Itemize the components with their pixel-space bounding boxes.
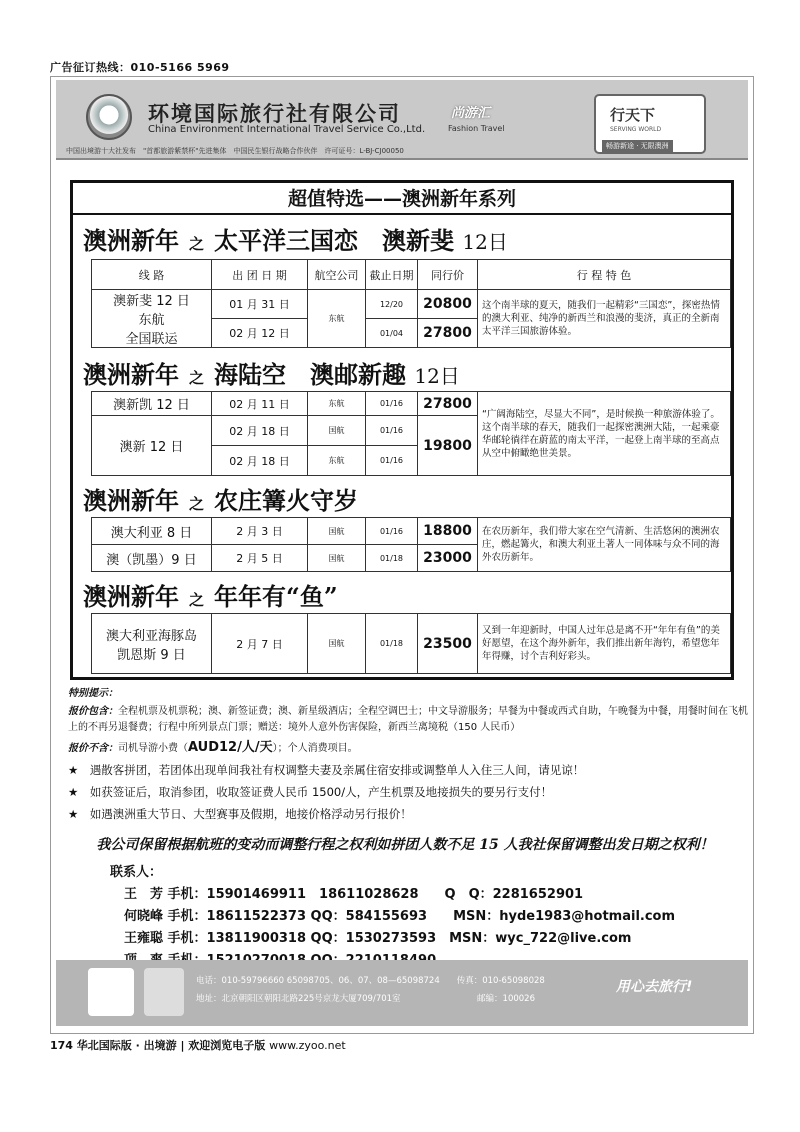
- price-cell: 27800: [418, 319, 478, 348]
- route-line: 全国联运: [125, 332, 178, 347]
- notice-item: [68, 759, 748, 781]
- serving-world-title: 行天下: [610, 106, 656, 124]
- serving-world-sub: SERVING WORLD: [610, 126, 662, 133]
- contacts-block: [110, 862, 675, 972]
- price-cell: 23500: [418, 614, 478, 674]
- section-days: 12日: [462, 230, 508, 254]
- cutoff-cell: 01/18: [366, 614, 418, 674]
- rights-banner: 我公司保留根据航班的变动而调整行程之权利如拼团人数不足 15 人我社保留调整出发日期之权利！: [96, 837, 714, 853]
- partner-logo-icon: [88, 968, 134, 1016]
- table-route-4: [91, 613, 731, 674]
- airline-cell: 东航: [308, 290, 366, 348]
- section-prefix: 澳洲新年: [83, 226, 179, 255]
- exclude-label: 报价不含：: [68, 743, 118, 754]
- route-line: 澳大利亚海豚岛: [105, 628, 197, 644]
- table-route-3: [91, 517, 731, 572]
- cutoff-cell: 01/16: [366, 392, 418, 416]
- notice-item: [68, 781, 748, 803]
- notice-text: 遇散客拼团，若团体出现单间我社有权调整夫妻及亲属住宿安排或调整单人入住三人间，请见谅！: [89, 763, 585, 777]
- route-cell: 澳新凯 12 日: [92, 392, 212, 416]
- header-credentials: 中国出境游十大社发布 "首都旅游紫禁杯"先进集体 中国民生银行战略合作伙伴 许可证号：L-BJ-CJ00050: [66, 147, 404, 155]
- airline-cell: 东航: [308, 392, 366, 416]
- price-cell: 20800: [418, 290, 478, 319]
- footer-address: 地址：北京朝阳区朝阳北路225号京龙大厦709/701室 邮编：100026: [196, 994, 535, 1004]
- section-name: 海陆空 澳邮新趣: [214, 360, 407, 389]
- notice-text: 如遇澳洲重大节日、大型赛事及假期，地接价格浮动另行报价！: [89, 807, 412, 821]
- route-cell: [92, 614, 212, 674]
- section-name: 太平洋三国恋 澳新斐: [214, 226, 455, 255]
- serving-world-foot: 畅游新途 · 无限澳洲: [602, 140, 673, 152]
- star-icon: ★: [68, 807, 79, 821]
- section-zhi: 之: [189, 235, 205, 253]
- company-name-en: China Environment International Travel Service Co.,Ltd.: [148, 124, 426, 135]
- price-cell: 27800: [418, 392, 478, 416]
- date-cell: 2 月 5 日: [212, 545, 308, 572]
- section-prefix: 澳洲新年: [83, 360, 179, 389]
- page-footer: [50, 1037, 346, 1053]
- contact-row: 何晓峰 手机：18611522373 QQ：584155693 MSN：hyde1983@hotmail.com: [124, 909, 676, 924]
- airline-cell: 国航: [308, 518, 366, 545]
- company-name-cn: 环境国际旅行社有限公司: [148, 102, 401, 126]
- date-cell: 2 月 7 日: [212, 614, 308, 674]
- special-label: 特别提示：: [68, 688, 118, 699]
- route-cell: [92, 290, 212, 348]
- section-name: 年年有“鱼”: [214, 582, 338, 611]
- fashion-travel-logo: 尚游汇: [451, 106, 491, 121]
- airline-cell: 国航: [308, 416, 366, 446]
- notice-item: [68, 803, 748, 825]
- header-date: 出 团 日 期: [212, 260, 308, 290]
- ad-hotline: 广告征订热线：010-5166 5969: [50, 61, 230, 74]
- header-airline: 航空公司: [308, 260, 366, 290]
- exclude-text-end: ）；个人消费项目。: [272, 743, 358, 754]
- header-route: 线 路: [92, 260, 212, 290]
- route-cell: 澳新 12 日: [92, 416, 212, 476]
- contacts-label: 联系人：: [110, 865, 163, 880]
- airline-cell: 国航: [308, 614, 366, 674]
- section-zhi: 之: [189, 369, 205, 387]
- section-title-3: [73, 481, 731, 516]
- cutoff-cell: 01/04: [366, 319, 418, 348]
- cutoff-cell: 01/16: [366, 518, 418, 545]
- header-feature: 行 程 特 色: [478, 260, 731, 290]
- price-cell: 18800: [418, 518, 478, 545]
- partner-logo-2-icon: [144, 968, 184, 1016]
- feature-cell: 这个南半球的夏天，随我们一起精彩“三国恋”，探密热情的澳大利亚、纯净的新西兰和浪漫的斐济，真正的全新南太平洋三国旅游体验。: [478, 290, 731, 348]
- section-days: 12日: [414, 364, 460, 388]
- offers-box: [70, 180, 734, 680]
- header-cutoff: 截止日期: [366, 260, 418, 290]
- include-label: 报价包含：: [68, 706, 118, 717]
- table-route-1: [91, 259, 731, 348]
- exclude-text: 司机导游小费（: [118, 743, 188, 754]
- section-title-2: [73, 355, 731, 390]
- date-cell: 02 月 11 日: [212, 392, 308, 416]
- route-line: 澳新斐 12 日: [113, 294, 190, 309]
- contact-row: 王雍聪 手机：13811900318 QQ：1530273593 MSN：wyc_722@live.com: [124, 931, 632, 946]
- feature-cell: 又到一年迎新时，中国人过年总是离不开“年年有鱼”的美好愿望，在这个海外新年，我们推出新年海钓，希望您年年得赚，讨个吉利好彩头。: [478, 614, 731, 674]
- fashion-travel-en: Fashion Travel: [448, 124, 505, 133]
- date-cell: 02 月 12 日: [212, 319, 308, 348]
- date-cell: 2 月 3 日: [212, 518, 308, 545]
- cutoff-cell: 12/20: [366, 290, 418, 319]
- footer-phone: 电话：010-59796660 65098705、06、07、08—65098724 传真：010-65098028: [196, 976, 545, 986]
- price-cell: 19800: [418, 416, 478, 476]
- section-title-1: [73, 221, 731, 256]
- section-zhi: 之: [189, 591, 205, 609]
- cutoff-cell: 01/16: [366, 416, 418, 446]
- header-price: 同行价: [418, 260, 478, 290]
- route-cell: 澳（凯墨）9 日: [92, 545, 212, 572]
- date-cell: 01 月 31 日: [212, 290, 308, 319]
- section-title-4: [73, 577, 731, 612]
- route-line: 凯恩斯 9 日: [117, 647, 186, 663]
- notice-text: 如获签证后，取消参团，收取签证费人民币 1500/人，产生机票及地接损失的要另行支付！: [89, 785, 553, 799]
- feature-cell: 在农历新年，我们带大家在空气清新、生活悠闲的澳洲农庄，燃起篝火，和澳大利亚土著人一同体味与众不同的海外农历新年。: [478, 518, 731, 572]
- section-prefix: 澳洲新年: [83, 582, 179, 611]
- footer-bar: [56, 960, 748, 1026]
- company-emblem-icon: [86, 94, 132, 140]
- cutoff-cell: 01/16: [366, 446, 418, 476]
- airline-cell: 国航: [308, 545, 366, 572]
- contact-row: 王 芳 手机：15901469911 18611028628 Q Q：2281652901: [124, 887, 584, 902]
- header-banner: [56, 80, 748, 160]
- footer-slogan: 用心去旅行!: [616, 979, 693, 995]
- serving-world-logo: [594, 94, 706, 154]
- section-zhi: 之: [189, 495, 205, 513]
- notes-section: [68, 686, 748, 825]
- offers-title: 超值特选——澳洲新年系列: [73, 183, 731, 215]
- include-text: 全程机票及机票税；澳、新签证费；澳、新星级酒店；全程空调巴士；中文导游服务；早餐为中餐或西式自助，午晚餐为中餐，用餐时间在飞机上的不再另退餐费；行程中所列景点门票；赠送：境外人意外伤害保险，新西兰离境税（150 人民币）: [68, 706, 748, 733]
- cutoff-cell: 01/18: [366, 545, 418, 572]
- exclude-tip-amount: AUD12/人/天: [188, 740, 273, 755]
- section-prefix: 澳洲新年: [83, 486, 179, 515]
- price-cell: 23000: [418, 545, 478, 572]
- date-cell: 02 月 18 日: [212, 446, 308, 476]
- star-icon: ★: [68, 763, 79, 777]
- footer-contact-info: [196, 972, 545, 1008]
- route-line: 东航: [138, 313, 165, 328]
- page-footer-text: 174 华北国际版 · 出境游 | 欢迎浏览电子版: [50, 1039, 266, 1052]
- date-cell: 02 月 18 日: [212, 416, 308, 446]
- star-icon: ★: [68, 785, 79, 799]
- route-cell: 澳大利亚 8 日: [92, 518, 212, 545]
- website-link[interactable]: www.zyoo.net: [269, 1039, 346, 1052]
- feature-cell: “广阔海陆空，尽显大不同”，是时候换一种旅游体验了。这个南半球的春天，随我们一起探密澳洲大陆，一起乘豪华邮轮徜徉在蔚蓝的南太平洋，一起登上南半球的至高点从空中俯瞰绝世美景。: [478, 392, 731, 476]
- airline-cell: 东航: [308, 446, 366, 476]
- table-route-2: [91, 391, 731, 476]
- section-name: 农庄篝火守岁: [214, 486, 359, 515]
